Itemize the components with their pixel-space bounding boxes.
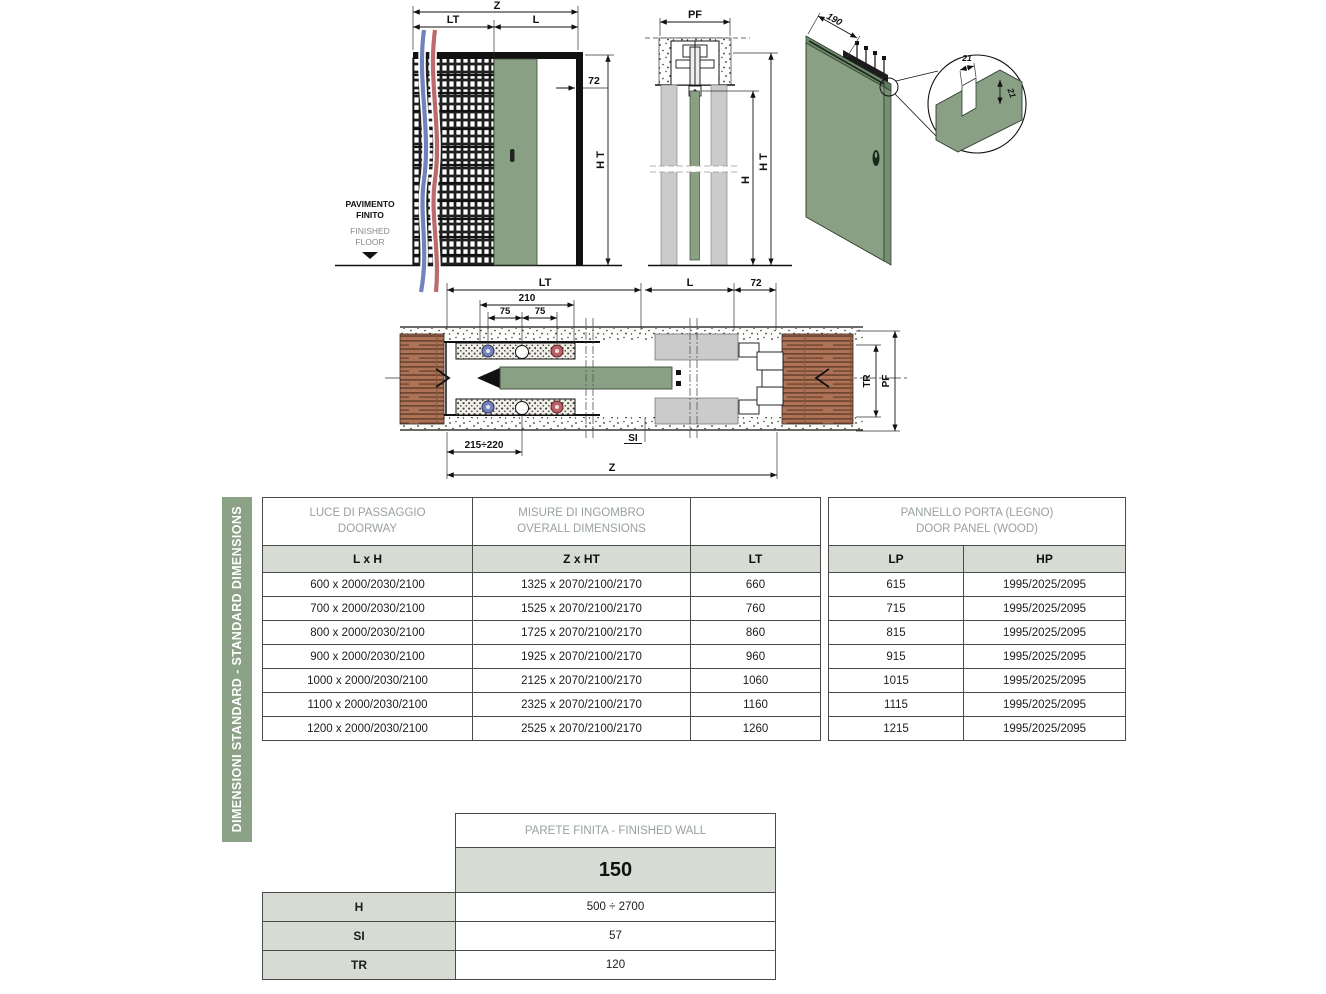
column-header-lt: LT <box>691 546 821 573</box>
overall-size-cell: 1725 x 2070/2100/2170 <box>473 621 691 645</box>
plan-dim-z-label: Z <box>608 462 616 474</box>
tr-value-cell: 120 <box>456 951 776 980</box>
lt-cell: 1160 <box>691 693 821 717</box>
groove-width-label: 21 <box>962 53 972 63</box>
door-side-edge <box>884 87 891 265</box>
row-label-tr: TR <box>263 951 456 980</box>
lt-cell: 960 <box>691 645 821 669</box>
lt-group-header-spacer <box>691 498 821 546</box>
overall-size-cell: 2325 x 2070/2100/2170 <box>473 693 691 717</box>
door-panel-table <box>828 497 1126 741</box>
frame-head <box>413 52 583 59</box>
column-header-lxh: L x H <box>263 546 473 573</box>
table-row <box>829 597 1126 621</box>
overall-group-header: MISURE DI INGOMBRO OVERALL DIMENSIONS <box>473 498 691 546</box>
break-gap <box>656 166 734 172</box>
finished-wall-table <box>262 813 776 980</box>
standard-dimensions-table <box>262 497 821 741</box>
lp-cell: 915 <box>829 645 964 669</box>
lp-cell: 715 <box>829 597 964 621</box>
wall-table-spacer <box>263 814 456 848</box>
table-row <box>263 669 821 693</box>
table-row <box>829 621 1126 645</box>
wall-left <box>661 85 677 265</box>
groove-depth-label: 21 <box>1005 86 1019 100</box>
finished-floor-label-en: FINISHED <box>350 226 390 236</box>
standard-dimensions-band <box>222 497 252 842</box>
plan-dim-72-label: 72 <box>750 278 762 289</box>
wall-table-spacer <box>263 848 456 893</box>
overall-size-cell: 1525 x 2070/2100/2170 <box>473 597 691 621</box>
table-row <box>829 717 1126 741</box>
finished-wall-top <box>655 334 738 360</box>
table-row <box>829 573 1126 597</box>
hp-cell: 1995/2025/2095 <box>964 621 1126 645</box>
front-view-drawing <box>335 0 622 292</box>
hp-cell: 1995/2025/2095 <box>964 669 1126 693</box>
lp-cell: 1115 <box>829 693 964 717</box>
overall-size-cell: 2525 x 2070/2100/2170 <box>473 717 691 741</box>
plan-dim-tr-label: TR <box>862 374 873 388</box>
table-row <box>829 645 1126 669</box>
finished-wall-bottom <box>655 398 738 424</box>
p3d-dim-190-label: 190 <box>824 11 844 29</box>
lt-cell: 1260 <box>691 717 821 741</box>
lt-cell: 860 <box>691 621 821 645</box>
floor-level-marker <box>362 252 378 259</box>
table-row <box>263 693 821 717</box>
plan-dim-si-label: SI <box>628 433 638 444</box>
finished-wall-header: PARETE FINITA - FINISHED WALL <box>456 814 776 848</box>
plan-dim-lt-label: LT <box>538 277 552 289</box>
vsec-dim-h-label: H <box>740 176 752 184</box>
hp-cell: 1995/2025/2095 <box>964 693 1126 717</box>
doorway-size-cell: 800 x 2000/2030/2100 <box>263 621 473 645</box>
table-row <box>263 951 776 980</box>
table-row <box>263 893 776 922</box>
front-dim-lt-label: LT <box>446 14 460 26</box>
lt-cell: 760 <box>691 597 821 621</box>
column-header-lp: LP <box>829 546 964 573</box>
hp-cell: 1995/2025/2095 <box>964 717 1126 741</box>
finished-floor-label-it: PAVIMENTO <box>345 199 395 209</box>
table-row <box>263 645 821 669</box>
lt-cell: 660 <box>691 573 821 597</box>
vsec-dim-ht-label: H T <box>758 153 770 171</box>
table-row <box>263 922 776 951</box>
door-panel-front <box>494 59 537 265</box>
wall-size-value: 150 <box>456 848 776 893</box>
lt-cell: 1060 <box>691 669 821 693</box>
plan-dim-75b-label: 75 <box>534 306 546 317</box>
hp-cell: 1995/2025/2095 <box>964 597 1126 621</box>
overall-size-cell: 1325 x 2070/2100/2170 <box>473 573 691 597</box>
doorway-size-cell: 700 x 2000/2030/2100 <box>263 597 473 621</box>
overall-size-cell: 1925 x 2070/2100/2170 <box>473 645 691 669</box>
doorway-size-cell: 1200 x 2000/2030/2100 <box>263 717 473 741</box>
door-panel-section <box>690 91 700 260</box>
plan-dim-75a-label: 75 <box>499 306 511 317</box>
standard-dimensions-label: DIMENSIONI STANDARD - STANDARD DIMENSIONS <box>230 506 244 833</box>
table-row <box>829 669 1126 693</box>
front-dim-z-label: Z <box>493 0 501 12</box>
wood-wall-left <box>400 334 444 424</box>
h-range-cell: 500 ÷ 2700 <box>456 893 776 922</box>
column-header-hp: HP <box>964 546 1126 573</box>
doorway-size-cell: 1100 x 2000/2030/2100 <box>263 693 473 717</box>
svg-text:FLOOR: FLOOR <box>355 237 385 247</box>
lp-cell: 1215 <box>829 717 964 741</box>
front-dim-ht-label: H T <box>595 151 607 169</box>
table-row <box>263 573 821 597</box>
door-panel-group-header: PANNELLO PORTA (LEGNO) DOOR PANEL (WOOD) <box>829 498 1126 546</box>
lp-cell: 1015 <box>829 669 964 693</box>
door-handle <box>510 149 515 162</box>
plan-section-drawing <box>385 277 908 479</box>
plan-dim-pf-label: PF <box>881 374 892 388</box>
row-label-si: SI <box>263 922 456 951</box>
plan-dim-range-label: 215÷220 <box>464 440 504 451</box>
doorway-group-header: LUCE DI PASSAGGIO DOORWAY <box>263 498 473 546</box>
plan-dim-210-label: 210 <box>518 293 536 304</box>
row-label-h: H <box>263 893 456 922</box>
doorway-size-cell: 600 x 2000/2030/2100 <box>263 573 473 597</box>
front-dim-l-label: L <box>532 14 540 26</box>
plan-dim-l-label: L <box>686 277 694 289</box>
lp-cell: 815 <box>829 621 964 645</box>
column-header-zxht: Z x HT <box>473 546 691 573</box>
vsec-dim-pf-label: PF <box>687 9 703 21</box>
svg-text:FINITO: FINITO <box>356 210 384 220</box>
lp-cell: 615 <box>829 573 964 597</box>
table-row <box>829 693 1126 717</box>
front-dim-72-label: 72 <box>588 75 600 87</box>
vertical-section-drawing <box>645 9 792 266</box>
panel-3d-drawing <box>806 11 1026 265</box>
frame-jamb <box>576 59 583 265</box>
table-row <box>263 621 821 645</box>
hp-cell: 1995/2025/2095 <box>964 645 1126 669</box>
si-value-cell: 57 <box>456 922 776 951</box>
doorway-size-cell: 900 x 2000/2030/2100 <box>263 645 473 669</box>
doorway-size-cell: 1000 x 2000/2030/2100 <box>263 669 473 693</box>
table-row <box>263 717 821 741</box>
overall-size-cell: 2125 x 2070/2100/2170 <box>473 669 691 693</box>
wall-right <box>711 85 727 265</box>
hp-cell: 1995/2025/2095 <box>964 573 1126 597</box>
table-row <box>263 597 821 621</box>
